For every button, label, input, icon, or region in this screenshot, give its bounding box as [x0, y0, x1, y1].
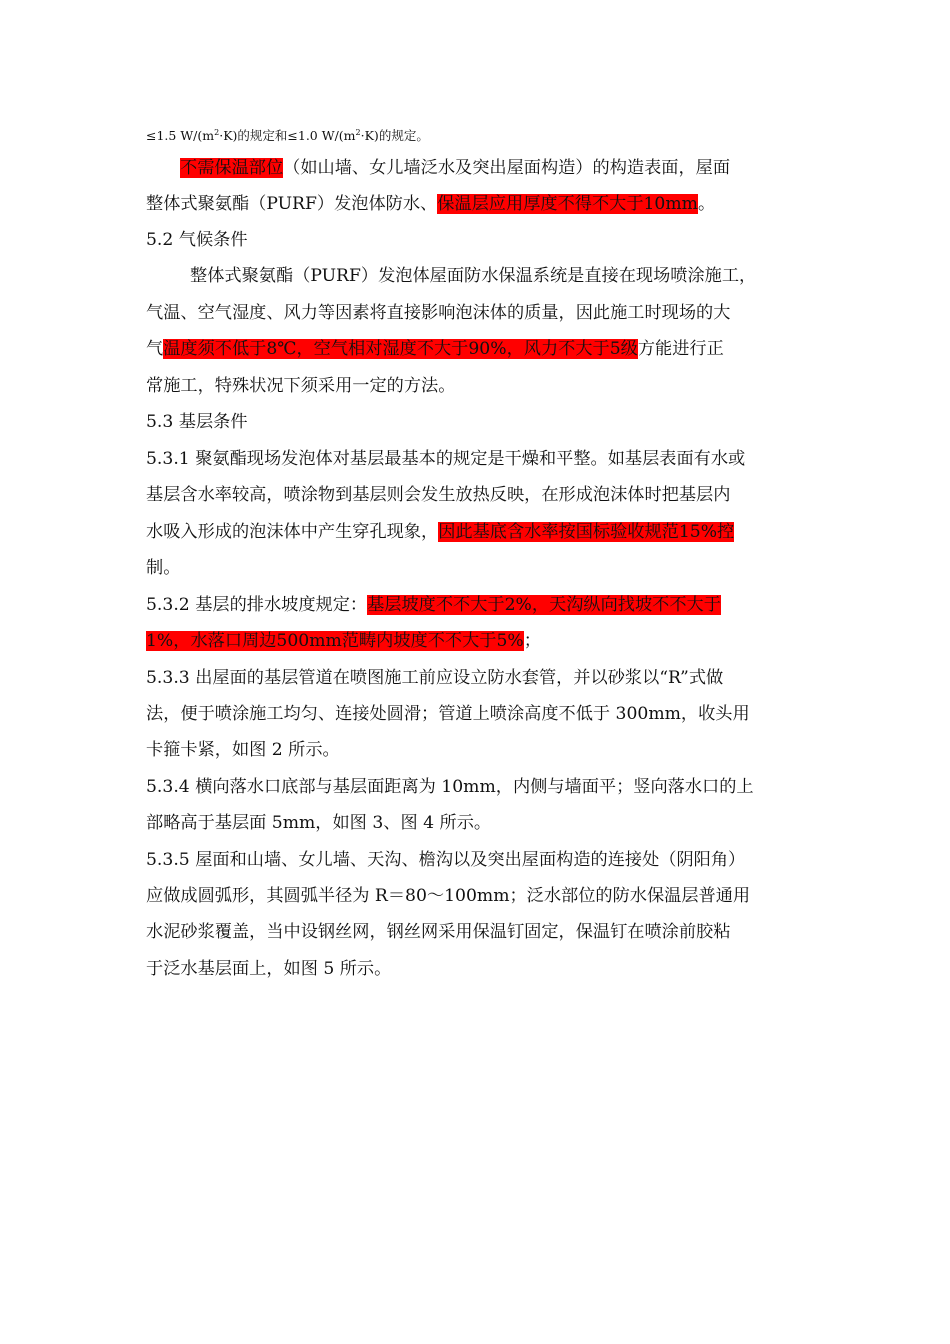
note-text-b: ·K)的规定和≤1.0 W/(m	[219, 128, 356, 143]
para-line-17	[146, 734, 340, 766]
para-line-19	[146, 807, 491, 839]
body-text: 基层含水率较高，喷涂物到基层则会发生放热反映，在形成泡沫体时把基层内	[146, 485, 731, 505]
note-text-c: ·K)的规定。	[360, 128, 429, 143]
body-text: 水泥砂浆覆盖，当中设钢丝网，钢丝网采用保温钉固定，保温钉在喷涂前胶粘	[146, 922, 731, 942]
para-line-14	[146, 625, 541, 657]
para-line-11	[146, 516, 734, 548]
body-text: 5.3 基层条件	[146, 412, 248, 432]
note-superscript-2: 2	[355, 128, 361, 137]
body-text: 常施工，特殊状况下须采用一定的方法。	[146, 376, 456, 396]
para-line-9	[146, 443, 745, 475]
para-line-21	[146, 880, 750, 912]
body-text: 于泛水基层面上，如图 5 所示。	[146, 959, 392, 979]
para-line-1	[146, 152, 730, 184]
body-text: 部略高于基层面 5mm，如图 3、图 4 所示。	[146, 813, 492, 833]
thermal-note	[146, 128, 429, 144]
body-text: 方能进行正	[637, 339, 724, 359]
para-line-22	[146, 916, 730, 948]
note-text-a: ≤1.5 W/(m	[146, 128, 215, 143]
para-line-7	[146, 370, 455, 402]
body-text: 气	[146, 339, 164, 359]
para-line-10	[146, 479, 730, 511]
highlighted-text: 温度须不低于8℃，空气相对湿度不大于90%，风力不大于5级	[163, 339, 638, 359]
highlighted-text: 因此基底含水率按国标验收规范15%控	[438, 522, 735, 542]
body-text: 5.3.5 屋面和山墙、女儿墙、天沟、檐沟以及突出屋面构造的连接处（阴阳角）	[146, 850, 746, 870]
body-text: 5.3.3 出屋面的基层管道在喷图施工前应设立防水套管，并以砂浆以“R”式做	[146, 668, 724, 688]
para-line-12	[146, 552, 180, 584]
body-text: 5.2 气候条件	[146, 230, 248, 250]
body-text: 整体式聚氨酯（PURF）发泡体防水、	[146, 194, 438, 214]
section-heading-5-3	[146, 406, 248, 438]
body-text: 5.3.2 基层的排水坡度规定：	[146, 595, 368, 615]
para-line-2	[146, 188, 715, 220]
body-text: 卡箍卡紧，如图 2 所示。	[146, 740, 340, 760]
para-line-23	[146, 953, 391, 985]
para-line-16	[146, 698, 750, 730]
body-text: 整体式聚氨酯（PURF）发泡体屋面防水保温系统是直接在现场喷涂施工，	[190, 266, 757, 286]
body-text: ；	[523, 631, 541, 651]
body-text: （如山墙、女儿墙泛水及突出屋面构造）的构造表面，屋面	[283, 158, 731, 178]
para-line-20	[146, 844, 745, 876]
body-text: 法，便于喷涂施工均匀、连接处圆滑；管道上喷涂高度不低于 300mm，收头用	[146, 704, 750, 724]
body-text: 制。	[146, 558, 181, 578]
highlighted-text: 不需保温部位	[180, 158, 284, 178]
para-line-13	[146, 589, 721, 621]
para-line-4	[146, 260, 756, 292]
body-text: 5.3.1 聚氨酯现场发泡体对基层最基本的规定是干燥和平整。如基层表面有水或	[146, 449, 746, 469]
para-line-18	[146, 771, 754, 803]
body-text: 5.3.4 横向落水口底部与基层面距离为 10mm，内侧与墙面平；竖向落水口的上	[146, 777, 754, 797]
body-text: 。	[697, 194, 716, 214]
para-line-5	[146, 297, 730, 329]
highlighted-text: 基层坡度不不大于2%，天沟纵向找坡不不大于	[367, 595, 721, 615]
note-superscript-1: 2	[214, 128, 220, 137]
body-text: 应做成圆弧形，其圆弧半径为 R＝80～100mm；泛水部位的防水保温层普通用	[146, 886, 751, 906]
para-line-15	[146, 662, 723, 694]
highlighted-text: 1%，水落口周边500mm范畴内坡度不不大于5%	[146, 631, 524, 651]
body-text: 水吸入形成的泡沫体中产生穿孔现象，	[146, 522, 439, 542]
body-text: 气温、空气湿度、风力等因素将直接影响泡沫体的质量，因此施工时现场的大	[146, 303, 731, 323]
para-line-6	[146, 333, 724, 365]
highlighted-text: 保温层应用厚度不得不大于10mm	[437, 194, 698, 214]
section-heading-5-2	[146, 224, 248, 256]
